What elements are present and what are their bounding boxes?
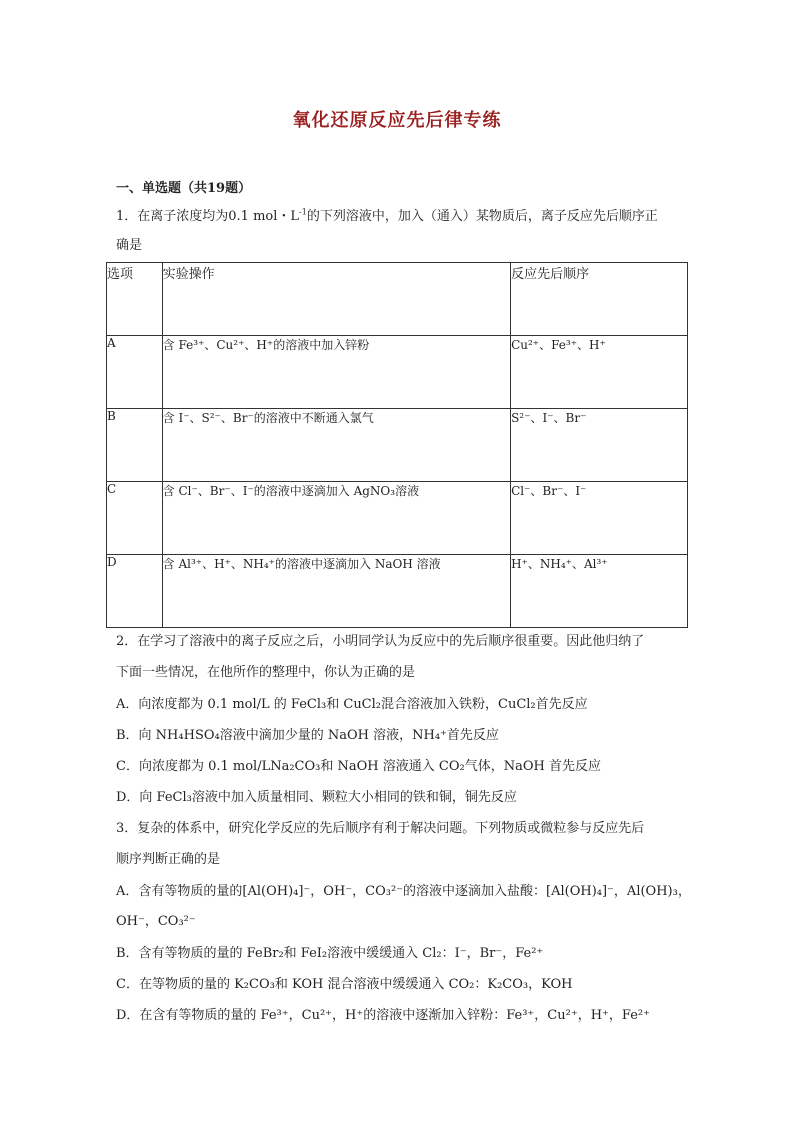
row-option: C — [107, 482, 163, 555]
q1-stem-sup: -1 — [299, 207, 307, 217]
table-row — [107, 409, 688, 482]
q3-option-d: D．在含有等物质的量的 Fe³⁺，Cu²⁺，H⁺的溶液中逐渐加入锌粉：Fe³⁺，Cu²⁺，H⁺，Fe²⁺ — [116, 1008, 650, 1023]
q3-option-a-line2: OH⁻，CO₃²⁻ — [116, 914, 196, 929]
section-heading: 一、单选题（共19题） — [116, 181, 252, 196]
row-operation: 含 Fe³⁺、Cu²⁺、H⁺的溶液中加入锌粉 — [162, 336, 510, 409]
table-header-row — [107, 263, 688, 336]
row-order: Cu²⁺、Fe³⁺、H⁺ — [511, 336, 688, 409]
q1-options-table — [106, 262, 688, 628]
q1-stem-line1 — [116, 207, 658, 227]
row-operation: 含 I⁻、S²⁻、Br⁻的溶液中不断通入氯气 — [162, 409, 510, 482]
q2-stem-line2: 下面一些情况，在他所作的整理中，你认为正确的是 — [116, 665, 416, 680]
q2-stem-line1: 2．在学习了溶液中的离子反应之后，小明同学认为反应中的先后顺序很重要。因此他归纳了 — [116, 634, 645, 649]
q2-option-b: B．向 NH₄HSO₄溶液中滴加少量的 NaOH 溶液，NH₄⁺首先反应 — [116, 728, 499, 743]
row-operation: 含 Al³⁺、H⁺、NH₄⁺的溶液中逐滴加入 NaOH 溶液 — [162, 555, 510, 628]
row-option: A — [107, 336, 163, 409]
row-order: Cl⁻、Br⁻、I⁻ — [511, 482, 688, 555]
header-order: 反应先后顺序 — [511, 263, 688, 336]
row-operation: 含 Cl⁻、Br⁻、I⁻的溶液中逐滴加入 AgNO₃溶液 — [162, 482, 510, 555]
q1-stem-c: 的下列溶液中，加入（通入）某物质后，离子反应先后顺序正 — [306, 209, 658, 224]
q1-stem-conc: 0.1 mol・L — [228, 209, 300, 224]
table-row — [107, 555, 688, 628]
page-title: 氧化还原反应先后律专练 — [292, 110, 502, 131]
q3-option-c: C．在等物质的量的 K₂CO₃和 KOH 混合溶液中缓缓通入 CO₂：K₂CO₃，KOH — [116, 977, 573, 992]
row-order: H⁺、NH₄⁺、Al³⁺ — [511, 555, 688, 628]
table-row — [107, 336, 688, 409]
q2-option-d: D．向 FeCl₃溶液中加入质量相同、颗粒大小相同的铁和铜，铜先反应 — [116, 790, 517, 805]
q3-option-b: B．含有等物质的量的 FeBr₂和 FeI₂溶液中缓缓通入 Cl₂：I⁻，Br⁻，Fe²⁺ — [116, 946, 544, 961]
q1-stem-line2: 确是 — [116, 238, 143, 253]
header-option: 选项 — [107, 263, 163, 336]
q1-stem-a: 1．在离子浓度均为 — [116, 209, 229, 224]
table-row — [107, 482, 688, 555]
q3-stem-line2: 顺序判断正确的是 — [116, 852, 221, 867]
row-order: S²⁻、I⁻、Br⁻ — [511, 409, 688, 482]
q2-option-c: C．向浓度都为 0.1 mol/LNa₂CO₃和 NaOH 溶液通入 CO₂气体，NaOH 首先反应 — [116, 759, 601, 774]
header-operation: 实验操作 — [162, 263, 510, 336]
q3-stem-line1: 3．复杂的体系中，研究化学反应的先后顺序有利于解决问题。下列物质或微粒参与反应先后 — [116, 821, 645, 836]
q3-option-a-line1: A．含有等物质的量的[Al(OH)₄]⁻，OH⁻，CO₃²⁻的溶液中逐滴加入盐酸：[Al(OH)₄]⁻，Al(OH)₃， — [116, 884, 691, 899]
row-option: D — [107, 555, 163, 628]
row-option: B — [107, 409, 163, 482]
q2-option-a: A．向浓度都为 0.1 mol/L 的 FeCl₃和 CuCl₂混合溶液加入铁粉，CuCl₂首先反应 — [116, 697, 588, 712]
